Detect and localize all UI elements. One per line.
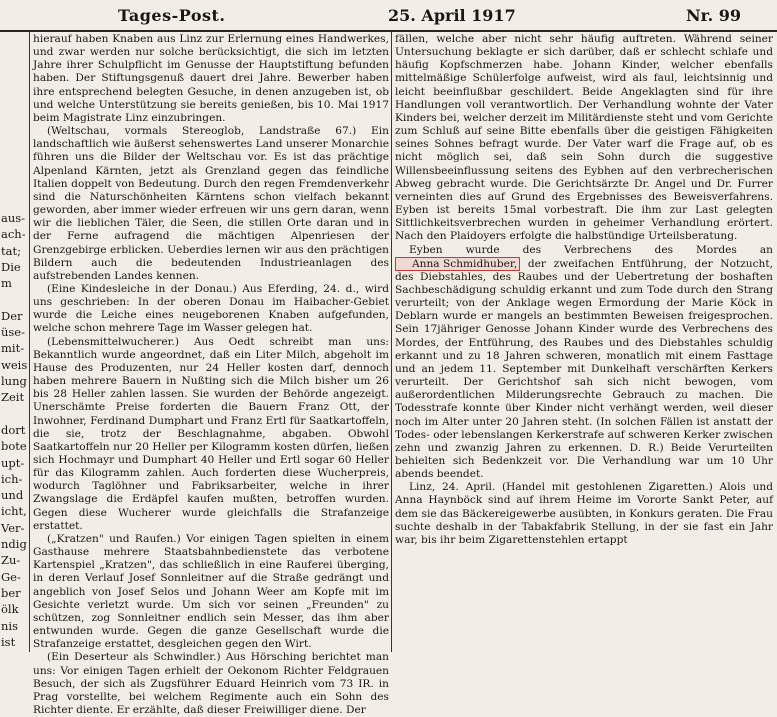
left-fragment-line: aus- [1,211,26,225]
left-fragment-line: m [1,276,12,291]
left-fragment-line: bote [1,439,27,454]
left-fragment-line: ist [1,634,16,649]
page-header [0,0,777,30]
newspaper-title: Tages-Post. [118,6,226,25]
trial-report-paragraph: fällen, welche aber nicht sehr häufig auftreten. Während seiner Untersuchung beklagte er sich darüber, daß er schlecht schlafe und häufig Kopfschmerzen habe. Johann Kinder, welcher ebenfalls mittelmäßige Schülerfolge aufweist, wird als faul, leichtsinnig und leicht beeinflußbar geschildert. Beide Angeklagten sind für ihre Handlungen voll verantwortlich. Der Verhandlung wohnte der Vater Kinders bei, welcher derzeit im Militärdienste steht und vom Gerichte zum Schluß auf seine Bitte ebenfalls über die geistigen Fähigkeiten seines Sohnes befragt wurde. Der Vater warf die Frage auf, ob es nicht möglich sei, daß sein Sohn durch die suggestive Willensbeeinflussung seitens des Eybhen auf den verbrecherischen Abweg gebracht wurde. Die Gerichtsärzte Dr. Angel und Dr. Furrer verneinten dies auf Grund des Ergebnisses des Beweisverfahrens. Eyben ist bereits 15mal vorbestraft. Die ihm zur Last gelegten Sittlichkeitsverbrechen wurden in geheimer Verhandlung erörtert. Nach den Plaidoyers erfolgte die halbstündige Urteilsberatung. [395,33,773,243]
verdict-paragraph [395,244,773,482]
issue-date: 25. April 1917 [388,6,516,25]
zigaretten-paragraph: Linz, 24. April. (Handel mit gestohlenen Zigaretten.) Alois und Anna Haynböck sind auf ihrem Heime im Vororte Sankt Peter, auf dem sie das Bäckereigewerbe ausübten, in Konkurs geraten. Die Frau suchte deshalb in der Tabakfabrik Stellung, in der sie fast ein Jahr war, bis ihr beim Zigarettenstehlen ertappt [395,481,773,546]
column-divider-right [391,32,392,652]
issue-number: Nr. 99 [686,6,741,25]
lebensmittelwucherer-paragraph: (Lebensmittelwucherer.) Aus Oedt schreibt man uns: Bekanntlich wurde angeordnet, daß ein Liter Milch, abgeholt im Hause des Produzenten, nur 24 Heller kosten darf, dennoch haben mehrere Bauern in Nußting sich die Milch bisher um 26 bis 28 Heller zahlen lassen. Sie wurden der Behörde angezeigt. Unerschämte Preise forderten die Bauern Franz Ott, der Inwohner, Ferdinand Dumphart und Franz Ertl für Saatkartoffeln, die sie, trotz der Beschlagnahme, abgaben. Obwohl Saatkartoffeln nur 20 Heller per Kilogramm kosten dürfen, ließen sich Hochmayr und Dumphart 40 Heller und Ertl sogar 60 Heller für das Kilogramm zahlen. Auch forderten diese Wucherpreis, wodurch Taglöhner und Fabriksarbeiter, welche in ihrer Zwangslage die Erdäpfel kaufen mußten, betroffen wurden. Gegen diese Wucherer wurde gleichfalls die Strafanzeige erstattet. [33,335,389,532]
victim-first-name: Anna [412,257,440,270]
left-fragment-line: ich- [1,471,23,486]
left-fragment-line: lung [1,374,27,388]
kindesleiche-paragraph: (Eine Kindesleiche in der Donau.) Aus Eferding, 24. d., wird uns geschrieben: In der oberen Donau im Haibacher-Gebiet wurde die Leiche eines neugeborenen Knaben aufgefunden, welche schon mehrere Tage im Wasser gelegen hat. [33,282,389,335]
left-fragment-line: ölk [1,602,19,617]
verdict-intro: Eyben wurde des Verbrechens des Mordes an [409,243,773,256]
left-fragment-line: Ver- [1,520,25,535]
header-rule [0,30,777,32]
kratzen-paragraph: („Kratzen" und Raufen.) Vor einigen Tagen spielten in einem Gasthause mehrere Staatsbahnbedienstete das verbotene Kartenspiel „Kratzen", das schließlich in eine Rauferei überging, in deren Verlauf Josef Sonnleitner auf die Straße gedrängt und angeblich von Josef Selos und Johann Weer am Kopfe mit im Gesichte verletzt wurde. Um sich vor seinen „Freunden" zu schützen, zog Sonnleitner endlich sein Messer, das ihm aber entwunden wurde. Gegen die ganze Gesellschaft wurde die Strafanzeige erstattet, desgleichen gegen den Wirt. [33,532,389,651]
right-column [395,33,773,652]
left-fragment-line: icht, [1,504,27,519]
left-fragment-line: ndig [1,537,27,551]
left-column-fragment [0,32,28,652]
left-fragment-line: ber [1,585,21,600]
left-fragment-line: Die [1,259,21,274]
left-fragment-line: Ge- [1,569,21,584]
left-fragment-line: mit- [1,341,25,356]
column-divider-left [29,32,30,652]
left-fragment-line: tat; [1,243,21,258]
left-fragment-line: Der [1,308,23,323]
verdict-body: der zweifachen Entführung, der Notzucht, des Diebstahles, des Raubes und der Uebertretung der boshaften Sachbeschädigung schuldig erkannt und zum Tode durch den Strang verurteilt; von der Anklage wegen Ermordung der Marie Köck in Deblarn wurde er mangels an bestimmten Beweisen freigesprochen. Sein 17jähriger Genosse Johann Kinder wurde des Verbrechens des Mordes, der Entführung, des Raubes und des Diebstahles schuldig erkannt und zu 18 Jahren schweren, monatlich mit einem Fasttage und an jedem 11. September mit Dunkelhaft verschärften Kerkers verurteilt. Der Gerichtshof sah sich nicht bewogen, vom außerordentlichen Milderungsrechte Gebrauch zu machen. Die Todesstrafe konnte über Kinder nicht verhängt werden, weil dieser noch im Alter unter 20 Jahren steht. (In solchen Fällen ist anstatt der Todes- oder lebenslangen Kerkerstrafe auf schweren Kerker zwischen zehn und zwanzig Jahren zu erkennen. D. R.) Beide Verurteilten behielten sich Bedenkzeit vor. Die Verhandlung war um 10 Uhr abends beendet. [395,257,773,481]
stiftung-paragraph: hierauf haben Knaben aus Linz zur Erlernung eines Handwerkes, und zwar werden nur solche berücksichtigt, die sich im letzten Jahre ihrer Schulpflicht im Genusse der Hauptstiftung befunden haben. Der Stiftungsgenuß dauert drei Jahre. Bewerber haben ihre entsprechend belegten Gesuche, in denen anzugeben ist, ob und welche Unterstützung sie bereits genießen, bis 10. Mai 1917 beim Magistrate Linz einzubringen. [33,33,389,124]
left-fragment-line: und [1,488,24,503]
left-fragment-line: upt- [1,455,25,470]
left-fragment-line: weis [1,357,28,372]
victim-last-name: Schmidhuber, [443,257,518,270]
middle-column [33,33,389,716]
weltschau-paragraph: (Weltschau, vormals Stereoglob, Landstraße 67.) Ein landschaftlich wie äußerst sehenswertes Land unserer Monarchie führen uns die Bilder der Weltschau vor. Es ist das prächtige Alpenland Kärnten, jetzt als Grenzland gegen das feindliche Italien doppelt von Bedeutung. Durch den regen Fremdenverkehr sind die Naturschönheiten Kärntens schon vielfach bekannt geworden, aber immer wieder erfreuen wir uns gern daran, wenn wir die lieblichen Täler, die Seen, die stillen Orte daran und in der Ferne aufragend die mächtigen Alpenriesen der Grenzgebirge erblicken. Ueberdies lernen wir aus den prächtigen Bildern auch die bedeutenden Industrieanlagen des aufstrebenden Landes kennen. [33,125,389,282]
highlighted-name [395,257,520,271]
left-fragment-line: Zu- [1,553,21,568]
deserteur-paragraph: (Ein Deserteur als Schwindler.) Aus Hörsching berichtet man uns: Vor einigen Tagen erhielt der Oekonom Richter Feldgrauen Besuch, der sich als Zugsführer Eduard Heinrich vom 73 IR. in Prag vorstellte, bei welchem Regimente auch ein Sohn des Richter diente. Er erzählte, daß dieser Freiwilliger diene. Der [33,651,389,716]
left-fragment-line: nis [1,618,18,633]
left-fragment-line: ach- [1,227,26,242]
left-fragment-line: üse- [1,325,25,340]
left-fragment-line: dort [1,422,26,437]
left-fragment-line: Zeit [1,390,25,405]
